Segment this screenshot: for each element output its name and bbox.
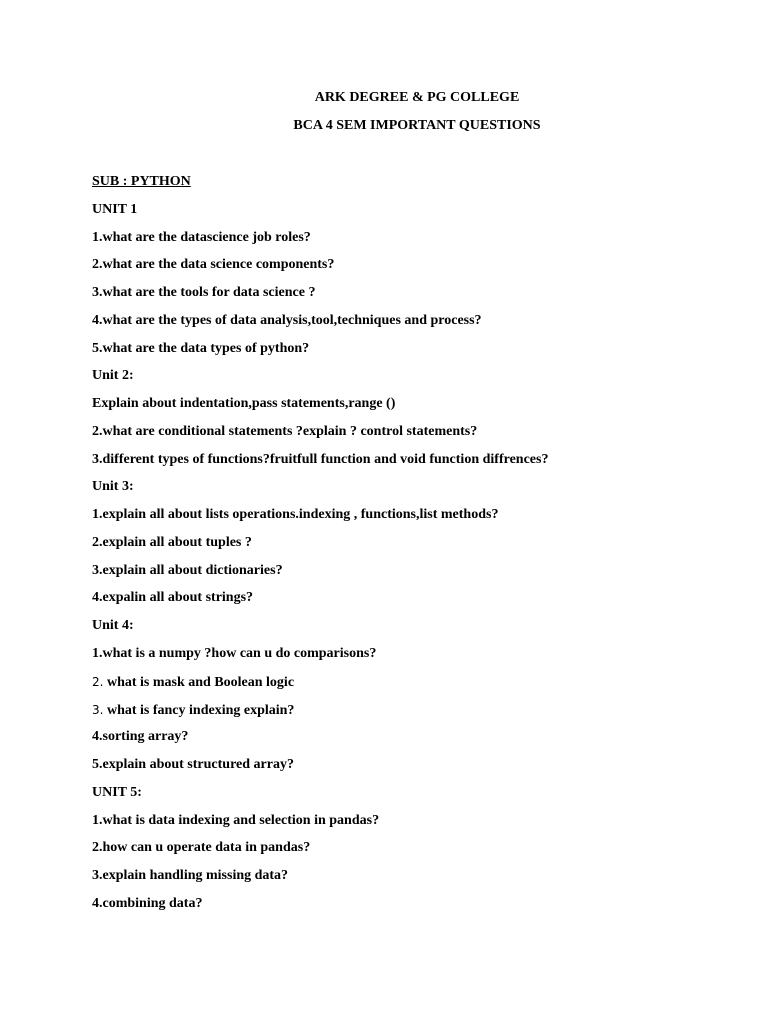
- question-item: 5.what are the data types of python?: [92, 340, 310, 356]
- question-item: 2.explain all about tuples ?: [92, 534, 252, 550]
- question-item: 1.what is a numpy ?how can u do comparisons?: [92, 646, 377, 662]
- question-item: 2.how can u operate data in pandas?: [92, 840, 311, 856]
- unit-heading: UNIT 5:: [92, 784, 142, 800]
- question-item: 3.different types of functions?fruitfull function and void function diffrences?: [92, 451, 549, 467]
- question-item: [92, 673, 752, 701]
- subject-heading: SUB : PYTHON: [92, 174, 191, 189]
- question-item: 3.explain all about dictionaries?: [92, 562, 283, 578]
- question-item: 4.sorting array?: [92, 729, 189, 745]
- question-item: 4.expalin all about strings?: [92, 590, 254, 606]
- question-item: 3.what are the tools for data science ?: [92, 285, 316, 301]
- unit-heading: Unit 3:: [92, 479, 134, 495]
- question-item: 1.what are the datascience job roles?: [92, 229, 311, 245]
- question-item: 3.explain handling missing data?: [92, 868, 289, 884]
- list-number: 2.: [92, 674, 104, 689]
- question-item: Explain about indentation,pass statements,range (): [92, 396, 396, 412]
- document-title: BCA 4 SEM IMPORTANT QUESTIONS: [293, 118, 541, 133]
- question-text: what is fancy indexing explain?: [106, 702, 295, 718]
- question-text: what is mask and Boolean logic: [106, 674, 295, 690]
- unit-heading: Unit 4:: [92, 618, 134, 634]
- unit-heading: Unit 2:: [92, 368, 134, 384]
- question-item: 2.what are the data science components?: [92, 257, 335, 273]
- list-number: 3.: [92, 702, 104, 717]
- question-item: 4.combining data?: [92, 895, 203, 911]
- college-name: ARK DEGREE & PG COLLEGE: [314, 90, 520, 105]
- question-item: 5.explain about structured array?: [92, 757, 294, 773]
- question-item: [92, 701, 752, 729]
- question-item: 1.explain all about lists operations.indexing , functions,list methods?: [92, 507, 499, 523]
- question-item: 4.what are the types of data analysis,tool,techniques and process?: [92, 312, 482, 328]
- question-item: 2.what are conditional statements ?explain ? control statements?: [92, 423, 478, 439]
- question-item: 1.what is data indexing and selection in pandas?: [92, 812, 380, 828]
- unit-heading: UNIT 1: [92, 201, 138, 217]
- question-list: [92, 173, 752, 923]
